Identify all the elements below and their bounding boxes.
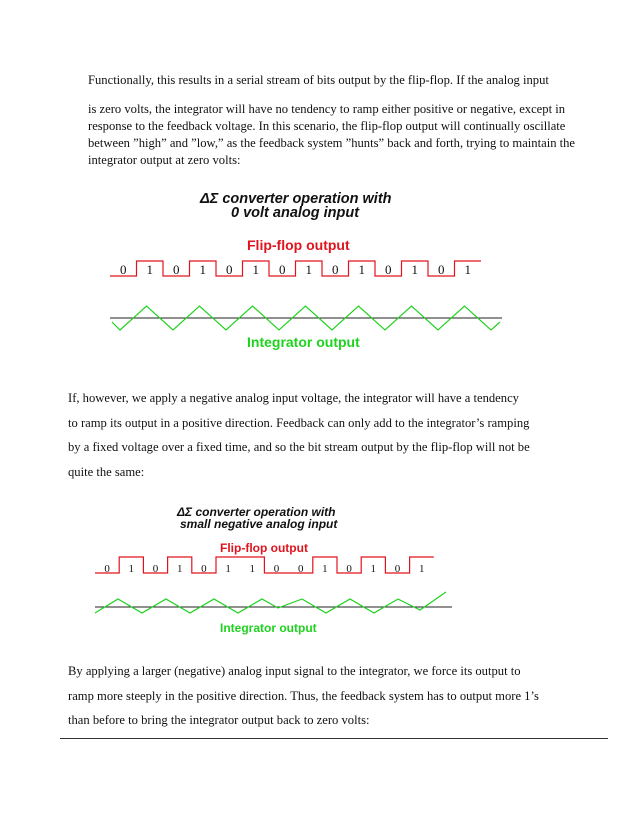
paragraph-2-line: by a fixed voltage over a fixed time, and so the bit stream output by the flip-flop will not be (68, 440, 530, 454)
bit-label: 1 (305, 262, 312, 277)
footer-divider (60, 738, 608, 739)
paragraph-2-line: If, however, we apply a negative analog input voltage, the integrator will have a tendency (68, 391, 519, 405)
diagram-2-flipflop-label: Flip-flop output (220, 541, 308, 555)
bit-label: 1 (358, 262, 365, 277)
paragraph-1-line: is zero volts, the integrator will have no tendency to ramp either positive or negative, except in (88, 102, 566, 116)
bit-label: 0 (297, 563, 304, 575)
paragraph-1-line: between ”high” and ”low,” as the feedback system ”hunts” back and forth, trying to maintain the (88, 136, 576, 150)
diagram-2-flipflop-waveform (95, 557, 434, 573)
bit-label: 1 (418, 563, 425, 575)
bit-label: 0 (394, 563, 401, 575)
bit-label: 1 (411, 262, 418, 277)
paragraph-3-line: than before to bring the integrator output back to zero volts: (68, 713, 370, 727)
diagram-2-integrator-waveform (95, 592, 446, 613)
diagram-2-integrator-label: Integrator output (220, 621, 317, 635)
bit-label: 1 (252, 262, 259, 277)
bit-label: 1 (322, 563, 328, 575)
flipflop-trace (95, 557, 434, 573)
paragraph-2-line: quite the same: (68, 464, 145, 479)
bit-label: 1 (128, 563, 135, 575)
diagram-1-integrator-label: Integrator output (247, 334, 360, 350)
diagram-1-flipflop-label: Flip-flop output (247, 237, 350, 253)
diagram-2-title-line-2: small negative analog input (180, 517, 338, 531)
paragraph-1-line: response to the feedback voltage. In this scenario, the flip-flop output will continually oscillate (88, 119, 566, 133)
bit-label: 0 (438, 262, 445, 277)
diagram-negative-input (0, 500, 638, 640)
paragraph-3 (68, 659, 588, 733)
paragraph-2 (68, 386, 588, 484)
paragraph-3-line: By applying a larger (negative) analog input signal to the integrator, we force its output to (68, 664, 521, 678)
paragraph-1 (88, 72, 583, 169)
bit-label: 1 (464, 262, 471, 277)
bit-label: 1 (199, 262, 206, 277)
bit-label: 0 (201, 563, 207, 575)
flipflop-trace (110, 261, 481, 276)
paragraph-1-line: integrator output at zero volts: (88, 153, 241, 167)
diagram-1-flipflop-waveform (110, 261, 481, 276)
diagram-2-title-line-1: ΔΣ converter operation with (177, 505, 336, 519)
bit-label: 1 (176, 563, 183, 575)
bit-label: 0 (279, 262, 286, 277)
diagram-zero-volt-input (0, 180, 638, 355)
bit-label: 0 (226, 262, 233, 277)
bit-label: 0 (385, 262, 392, 277)
bit-label: 1 (146, 262, 153, 277)
bit-label: 0 (273, 563, 280, 575)
bit-label: 0 (152, 563, 159, 575)
diagram-1-title-line-2: 0 volt analog input (231, 205, 360, 221)
bit-label: 0 (332, 262, 339, 277)
bit-label: 1 (225, 563, 231, 575)
bit-label: 1 (249, 563, 256, 575)
paragraph-1-line: Functionally, this results in a serial stream of bits output by the flip-flop. If the analog input (88, 73, 549, 87)
bit-label: 0 (104, 563, 110, 575)
bit-label: 0 (120, 262, 127, 277)
paragraph-2-line: to ramp its output in a positive direction. Feedback can only add to the integrator’s ramping (68, 415, 530, 430)
bit-label: 0 (173, 262, 180, 277)
diagram-1-title-line-1: ΔΣ converter operation with (200, 191, 392, 207)
bit-label: 0 (346, 563, 352, 575)
bit-label: 1 (370, 563, 377, 575)
paragraph-3-line: ramp more steeply in the positive direction. Thus, the feedback system has to output more 1’s (68, 688, 539, 703)
